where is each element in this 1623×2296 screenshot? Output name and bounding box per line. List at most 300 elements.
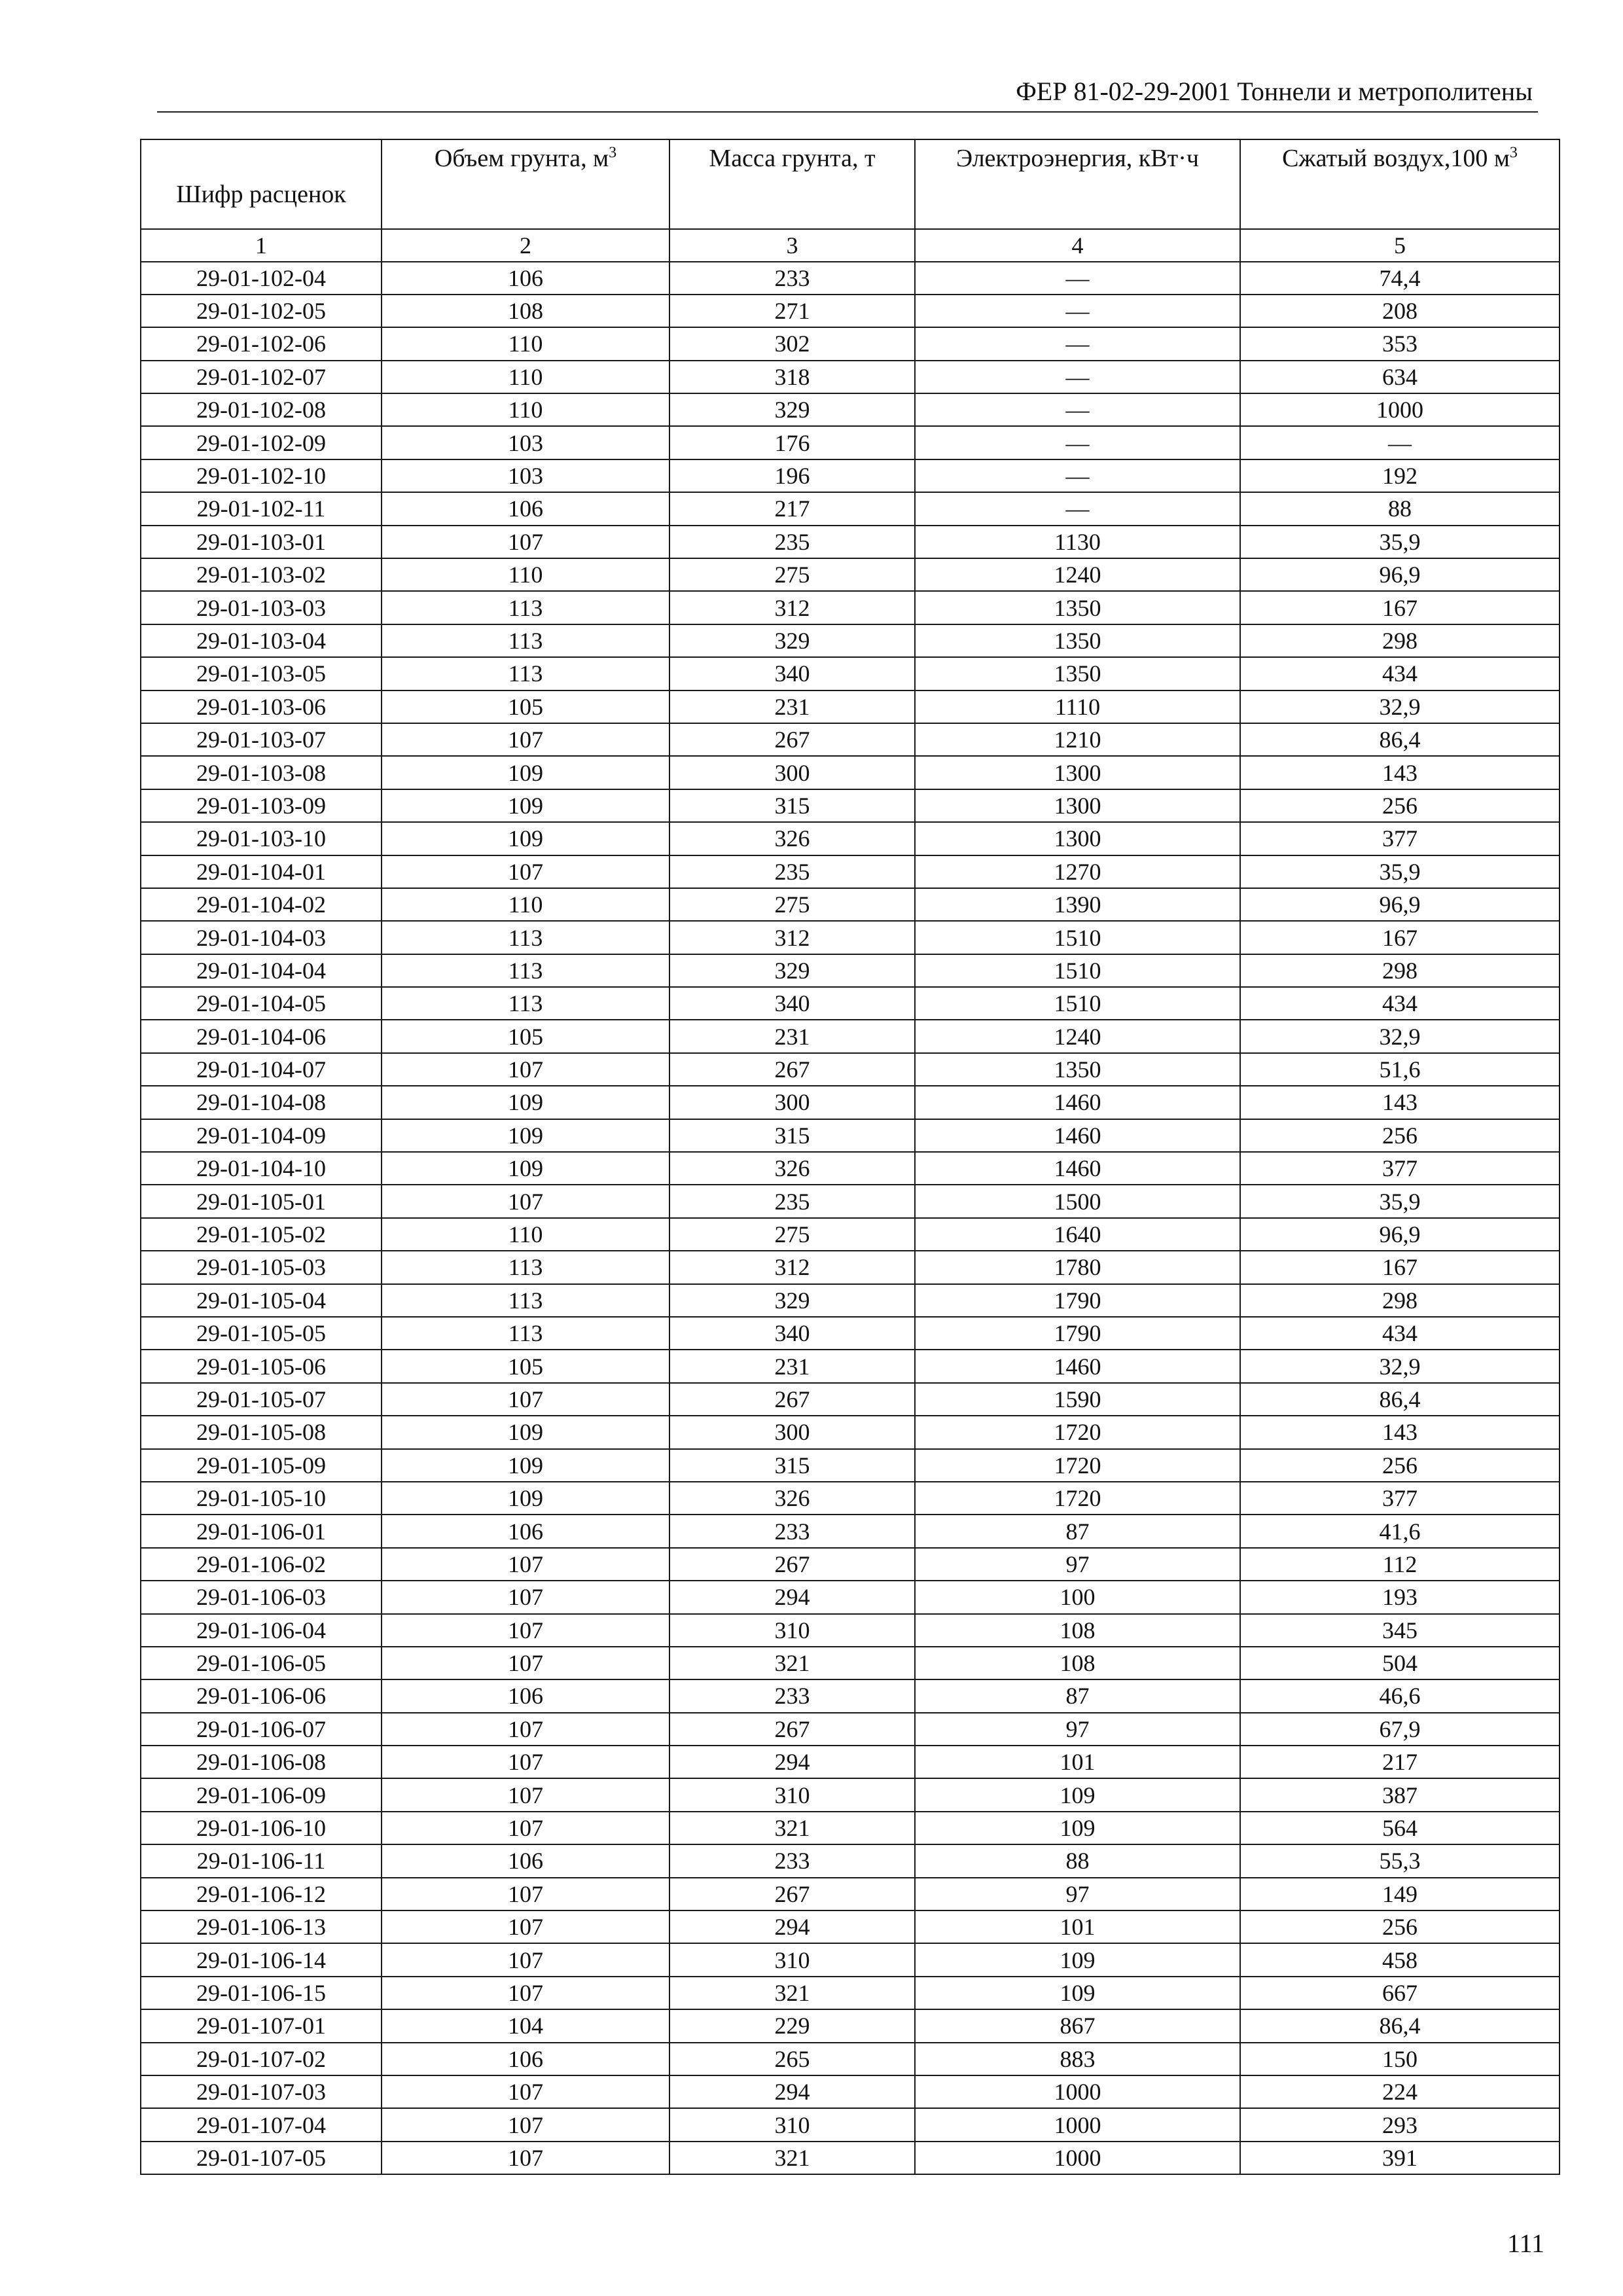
rate-code-cell: 29-01-102-08 (141, 393, 382, 426)
electricity-cell: 867 (915, 2009, 1240, 2042)
compressed-air-cell: 298 (1240, 954, 1560, 987)
rate-code-cell: 29-01-104-02 (141, 888, 382, 921)
rate-code-cell: 29-01-103-04 (141, 624, 382, 657)
compressed-air-cell: 32,9 (1240, 691, 1560, 723)
rate-code-cell: 29-01-105-10 (141, 1482, 382, 1515)
electricity-cell: 109 (915, 1943, 1240, 1976)
rate-code-cell: 29-01-104-04 (141, 954, 382, 987)
electricity-cell: 88 (915, 1844, 1240, 1877)
column-header-soil-volume: Объем грунта, $м^3$ (382, 139, 669, 229)
rate-code-cell: 29-01-107-01 (141, 2009, 382, 2042)
soil-mass-cell: 235 (669, 1185, 915, 1217)
soil-volume-cell: 106 (382, 2043, 669, 2075)
soil-mass-cell: 267 (669, 1053, 915, 1086)
table-row (141, 1515, 1560, 1547)
soil-volume-cell: 107 (382, 1943, 669, 1976)
soil-volume-cell: 105 (382, 691, 669, 723)
electricity-cell: 1000 (915, 2075, 1240, 2108)
compressed-air-cell: 88 (1240, 492, 1560, 525)
soil-volume-cell: 109 (382, 1152, 669, 1185)
table-row (141, 295, 1560, 327)
soil-mass-cell: 294 (669, 2075, 915, 2108)
rate-code-cell: 29-01-103-03 (141, 591, 382, 624)
rate-code-cell: 29-01-103-09 (141, 789, 382, 822)
electricity-cell: — (915, 262, 1240, 295)
table-row (141, 591, 1560, 624)
table-row (141, 1778, 1560, 1811)
soil-mass-cell: 340 (669, 987, 915, 1020)
column-number: 2 (382, 229, 669, 262)
electricity-cell: — (915, 295, 1240, 327)
rate-code-cell: 29-01-102-09 (141, 426, 382, 459)
soil-mass-cell: 321 (669, 1812, 915, 1844)
soil-mass-cell: 315 (669, 1449, 915, 1482)
soil-volume-cell: 107 (382, 1713, 669, 1746)
compressed-air-cell: 86,4 (1240, 2009, 1560, 2042)
soil-volume-cell: 107 (382, 1910, 669, 1943)
rate-code-cell: 29-01-106-05 (141, 1647, 382, 1679)
column-number: 4 (915, 229, 1240, 262)
electricity-cell: 1460 (915, 1119, 1240, 1152)
electricity-cell: 1270 (915, 855, 1240, 888)
soil-mass-cell: 302 (669, 327, 915, 360)
soil-volume-cell: 107 (382, 1778, 669, 1811)
table-row (141, 1977, 1560, 2009)
compressed-air-cell: 224 (1240, 2075, 1560, 2108)
soil-volume-cell: 109 (382, 1449, 669, 1482)
electricity-cell: 1350 (915, 1053, 1240, 1086)
compressed-air-cell: 391 (1240, 2142, 1560, 2174)
column-number: 1 (141, 229, 382, 262)
table-row (141, 1383, 1560, 1416)
soil-volume-cell: 107 (382, 1383, 669, 1416)
compressed-air-cell: 298 (1240, 624, 1560, 657)
soil-mass-cell: 312 (669, 591, 915, 624)
soil-volume-cell: 109 (382, 1416, 669, 1448)
soil-mass-cell: 294 (669, 1581, 915, 1613)
compressed-air-cell: 167 (1240, 591, 1560, 624)
rate-code-cell: 29-01-105-05 (141, 1317, 382, 1350)
rate-code-cell: 29-01-105-03 (141, 1251, 382, 1283)
electricity-cell: 87 (915, 1515, 1240, 1547)
soil-mass-cell: 235 (669, 526, 915, 558)
compressed-air-cell: 41,6 (1240, 1515, 1560, 1547)
electricity-cell: — (915, 327, 1240, 360)
soil-volume-cell: 113 (382, 591, 669, 624)
rate-code-cell: 29-01-107-04 (141, 2108, 382, 2141)
compressed-air-cell: 458 (1240, 1943, 1560, 1976)
compressed-air-cell: 377 (1240, 1482, 1560, 1515)
compressed-air-cell: 74,4 (1240, 262, 1560, 295)
rate-code-cell: 29-01-106-10 (141, 1812, 382, 1844)
rate-code-cell: 29-01-104-09 (141, 1119, 382, 1152)
soil-volume-cell: 113 (382, 954, 669, 987)
table-row (141, 1581, 1560, 1613)
electricity-cell: 1790 (915, 1284, 1240, 1317)
soil-volume-cell: 107 (382, 855, 669, 888)
compressed-air-cell: 293 (1240, 2108, 1560, 2141)
soil-mass-cell: 196 (669, 459, 915, 492)
table-row (141, 1878, 1560, 1910)
soil-mass-cell: 321 (669, 2142, 915, 2174)
page-number: 111 (1507, 2229, 1544, 2258)
rate-code-cell: 29-01-106-09 (141, 1778, 382, 1811)
soil-volume-cell: 110 (382, 558, 669, 591)
soil-mass-cell: 231 (669, 691, 915, 723)
soil-mass-cell: 233 (669, 1515, 915, 1547)
compressed-air-cell: 434 (1240, 1317, 1560, 1350)
table-row (141, 987, 1560, 1020)
table-row (141, 393, 1560, 426)
soil-mass-cell: 310 (669, 1614, 915, 1647)
soil-volume-cell: 113 (382, 1317, 669, 1350)
soil-mass-cell: 310 (669, 2108, 915, 2141)
soil-volume-cell: 104 (382, 2009, 669, 2042)
rate-code-cell: 29-01-105-08 (141, 1416, 382, 1448)
compressed-air-cell: 256 (1240, 1449, 1560, 1482)
table-row (141, 526, 1560, 558)
soil-volume-cell: 106 (382, 1844, 669, 1877)
soil-volume-cell: 107 (382, 723, 669, 756)
table-row (141, 1647, 1560, 1679)
rate-code-cell: 29-01-105-07 (141, 1383, 382, 1416)
soil-volume-cell: 107 (382, 1548, 669, 1581)
soil-mass-cell: 265 (669, 2043, 915, 2075)
rate-code-cell: 29-01-106-01 (141, 1515, 382, 1547)
soil-mass-cell: 300 (669, 1086, 915, 1119)
compressed-air-cell: 149 (1240, 1878, 1560, 1910)
compressed-air-cell: 35,9 (1240, 855, 1560, 888)
column-number-row (141, 229, 1560, 262)
rate-code-cell: 29-01-105-09 (141, 1449, 382, 1482)
rate-code-cell: 29-01-106-08 (141, 1746, 382, 1778)
soil-volume-cell: 107 (382, 2142, 669, 2174)
table-row (141, 1020, 1560, 1052)
table-row (141, 723, 1560, 756)
electricity-cell: 1350 (915, 591, 1240, 624)
compressed-air-cell: 377 (1240, 1152, 1560, 1185)
compressed-air-cell: 345 (1240, 1614, 1560, 1647)
electricity-cell: 1500 (915, 1185, 1240, 1217)
table-row (141, 657, 1560, 690)
table-row (141, 756, 1560, 789)
table-row (141, 954, 1560, 987)
electricity-cell: 1790 (915, 1317, 1240, 1350)
soil-volume-cell: 105 (382, 1020, 669, 1052)
compressed-air-cell: 504 (1240, 1647, 1560, 1679)
rate-code-cell: 29-01-103-08 (141, 756, 382, 789)
table-row (141, 1713, 1560, 1746)
soil-mass-cell: 217 (669, 492, 915, 525)
table-row (141, 1218, 1560, 1251)
compressed-air-cell: 564 (1240, 1812, 1560, 1844)
soil-volume-cell: 113 (382, 1251, 669, 1283)
soil-volume-cell: 106 (382, 262, 669, 295)
electricity-cell: 109 (915, 1812, 1240, 1844)
compressed-air-cell: — (1240, 426, 1560, 459)
compressed-air-cell: 32,9 (1240, 1020, 1560, 1052)
table-row (141, 1086, 1560, 1119)
rate-code-cell: 29-01-102-07 (141, 361, 382, 393)
soil-mass-cell: 233 (669, 1844, 915, 1877)
electricity-cell: 1640 (915, 1218, 1240, 1251)
soil-volume-cell: 110 (382, 888, 669, 921)
soil-mass-cell: 315 (669, 789, 915, 822)
soil-mass-cell: 321 (669, 1647, 915, 1679)
soil-volume-cell: 109 (382, 756, 669, 789)
electricity-cell: — (915, 393, 1240, 426)
soil-mass-cell: 340 (669, 1317, 915, 1350)
rate-code-cell: 29-01-104-05 (141, 987, 382, 1020)
electricity-cell: 1000 (915, 2108, 1240, 2141)
electricity-cell: 1780 (915, 1251, 1240, 1283)
table-row (141, 1119, 1560, 1152)
electricity-cell: 1240 (915, 1020, 1240, 1052)
compressed-air-cell: 217 (1240, 1746, 1560, 1778)
soil-mass-cell: 300 (669, 756, 915, 789)
electricity-cell: 109 (915, 1778, 1240, 1811)
column-number: 3 (669, 229, 915, 262)
rate-code-cell: 29-01-106-12 (141, 1878, 382, 1910)
soil-mass-cell: 233 (669, 262, 915, 295)
compressed-air-cell: 377 (1240, 822, 1560, 855)
rate-code-cell: 29-01-103-06 (141, 691, 382, 723)
compressed-air-cell: 46,6 (1240, 1679, 1560, 1712)
table-row (141, 1152, 1560, 1185)
compressed-air-cell: 86,4 (1240, 723, 1560, 756)
table-header-row (141, 139, 1560, 229)
table-row (141, 1185, 1560, 1217)
table-row (141, 1284, 1560, 1317)
electricity-cell: 97 (915, 1713, 1240, 1746)
table-row (141, 1943, 1560, 1976)
electricity-cell: 1460 (915, 1086, 1240, 1119)
electricity-cell: — (915, 361, 1240, 393)
compressed-air-cell: 256 (1240, 1910, 1560, 1943)
soil-volume-cell: 110 (382, 327, 669, 360)
compressed-air-cell: 193 (1240, 1581, 1560, 1613)
compressed-air-cell: 35,9 (1240, 1185, 1560, 1217)
compressed-air-cell: 387 (1240, 1778, 1560, 1811)
running-header (157, 71, 1538, 113)
soil-mass-cell: 326 (669, 1152, 915, 1185)
soil-mass-cell: 310 (669, 1943, 915, 1976)
soil-volume-cell: 113 (382, 921, 669, 954)
rate-code-cell: 29-01-106-06 (141, 1679, 382, 1712)
soil-volume-cell: 105 (382, 1350, 669, 1382)
compressed-air-cell: 192 (1240, 459, 1560, 492)
compressed-air-cell: 434 (1240, 657, 1560, 690)
rate-code-cell: 29-01-104-01 (141, 855, 382, 888)
compressed-air-cell: 167 (1240, 921, 1560, 954)
table-row (141, 327, 1560, 360)
compressed-air-cell: 143 (1240, 1086, 1560, 1119)
soil-volume-cell: 108 (382, 295, 669, 327)
soil-mass-cell: 231 (669, 1350, 915, 1382)
rate-code-cell: 29-01-106-14 (141, 1943, 382, 1976)
rate-code-cell: 29-01-106-03 (141, 1581, 382, 1613)
soil-mass-cell: 267 (669, 1713, 915, 1746)
soil-mass-cell: 275 (669, 558, 915, 591)
electricity-cell: — (915, 426, 1240, 459)
table-row (141, 2108, 1560, 2141)
table-row (141, 789, 1560, 822)
electricity-cell: 1460 (915, 1350, 1240, 1382)
compressed-air-cell: 96,9 (1240, 1218, 1560, 1251)
soil-mass-cell: 294 (669, 1746, 915, 1778)
electricity-cell: 87 (915, 1679, 1240, 1712)
table-row (141, 624, 1560, 657)
soil-mass-cell: 267 (669, 1878, 915, 1910)
rate-code-cell: 29-01-106-13 (141, 1910, 382, 1943)
soil-mass-cell: 231 (669, 1020, 915, 1052)
soil-volume-cell: 107 (382, 2075, 669, 2108)
compressed-air-cell: 143 (1240, 1416, 1560, 1448)
soil-volume-cell: 106 (382, 492, 669, 525)
table-row (141, 361, 1560, 393)
soil-volume-cell: 107 (382, 526, 669, 558)
electricity-cell: 1350 (915, 624, 1240, 657)
soil-mass-cell: 275 (669, 888, 915, 921)
soil-volume-cell: 113 (382, 1284, 669, 1317)
electricity-cell: 1130 (915, 526, 1240, 558)
table-row (141, 1350, 1560, 1382)
electricity-cell: 97 (915, 1548, 1240, 1581)
soil-volume-cell: 110 (382, 1218, 669, 1251)
column-header-electricity: Электроэнергия, кВт·ч (915, 139, 1240, 229)
compressed-air-cell: 167 (1240, 1251, 1560, 1283)
soil-mass-cell: 321 (669, 1977, 915, 2009)
electricity-cell: 108 (915, 1647, 1240, 1679)
soil-volume-cell: 109 (382, 1086, 669, 1119)
soil-volume-cell: 106 (382, 1515, 669, 1547)
compressed-air-cell: 1000 (1240, 393, 1560, 426)
electricity-cell: 1240 (915, 558, 1240, 591)
table-row (141, 1449, 1560, 1482)
soil-mass-cell: 310 (669, 1778, 915, 1811)
compressed-air-cell: 634 (1240, 361, 1560, 393)
soil-mass-cell: 300 (669, 1416, 915, 1448)
soil-volume-cell: 109 (382, 1119, 669, 1152)
compressed-air-cell: 32,9 (1240, 1350, 1560, 1382)
electricity-cell: 1510 (915, 987, 1240, 1020)
table-row (141, 558, 1560, 591)
soil-volume-cell: 107 (382, 1614, 669, 1647)
table-row (141, 2142, 1560, 2174)
table-row (141, 2075, 1560, 2108)
soil-mass-cell: 271 (669, 295, 915, 327)
table-row (141, 1251, 1560, 1283)
rate-code-cell: 29-01-103-07 (141, 723, 382, 756)
soil-mass-cell: 294 (669, 1910, 915, 1943)
compressed-air-cell: 112 (1240, 1548, 1560, 1581)
soil-mass-cell: 229 (669, 2009, 915, 2042)
soil-mass-cell: 235 (669, 855, 915, 888)
rate-code-cell: 29-01-102-11 (141, 492, 382, 525)
soil-volume-cell: 107 (382, 1185, 669, 1217)
electricity-cell: 101 (915, 1910, 1240, 1943)
compressed-air-cell: 434 (1240, 987, 1560, 1020)
column-header-rate-code: Шифр расценок (141, 139, 382, 229)
compressed-air-cell: 208 (1240, 295, 1560, 327)
rate-code-cell: 29-01-102-04 (141, 262, 382, 295)
soil-mass-cell: 326 (669, 822, 915, 855)
soil-mass-cell: 233 (669, 1679, 915, 1712)
electricity-cell: — (915, 459, 1240, 492)
soil-volume-cell: 107 (382, 1581, 669, 1613)
rate-code-cell: 29-01-107-05 (141, 2142, 382, 2174)
soil-mass-cell: 329 (669, 393, 915, 426)
table-row (141, 262, 1560, 295)
table-row (141, 1679, 1560, 1712)
table-row (141, 1812, 1560, 1844)
compressed-air-cell: 256 (1240, 789, 1560, 822)
compressed-air-cell: 35,9 (1240, 526, 1560, 558)
electricity-cell: 1590 (915, 1383, 1240, 1416)
rate-code-cell: 29-01-103-02 (141, 558, 382, 591)
soil-volume-cell: 113 (382, 624, 669, 657)
electricity-cell: 1110 (915, 691, 1240, 723)
rate-code-cell: 29-01-105-06 (141, 1350, 382, 1382)
soil-mass-cell: 312 (669, 1251, 915, 1283)
table-row (141, 1053, 1560, 1086)
column-header-compressed-air: Сжатый воздух,100 $м^3$ (1240, 139, 1560, 229)
soil-mass-cell: 312 (669, 921, 915, 954)
table-row (141, 855, 1560, 888)
electricity-cell: 1720 (915, 1416, 1240, 1448)
electricity-cell: 1300 (915, 789, 1240, 822)
soil-volume-cell: 107 (382, 1812, 669, 1844)
soil-volume-cell: 107 (382, 1053, 669, 1086)
rate-code-cell: 29-01-103-10 (141, 822, 382, 855)
table-row (141, 1910, 1560, 1943)
soil-mass-cell: 329 (669, 1284, 915, 1317)
soil-volume-cell: 113 (382, 987, 669, 1020)
table-row (141, 1746, 1560, 1778)
electricity-cell: 1350 (915, 657, 1240, 690)
soil-volume-cell: 110 (382, 361, 669, 393)
table-row (141, 492, 1560, 525)
soil-volume-cell: 103 (382, 459, 669, 492)
soil-mass-cell: 275 (669, 1218, 915, 1251)
compressed-air-cell: 150 (1240, 2043, 1560, 2075)
soil-mass-cell: 267 (669, 1548, 915, 1581)
compressed-air-cell: 51,6 (1240, 1053, 1560, 1086)
soil-mass-cell: 318 (669, 361, 915, 393)
compressed-air-cell: 353 (1240, 327, 1560, 360)
electricity-cell: 883 (915, 2043, 1240, 2075)
soil-volume-cell: 107 (382, 1746, 669, 1778)
rate-code-cell: 29-01-106-04 (141, 1614, 382, 1647)
rate-code-cell: 29-01-103-01 (141, 526, 382, 558)
resource-norms-table (140, 139, 1560, 2175)
soil-volume-cell: 107 (382, 1647, 669, 1679)
soil-mass-cell: 315 (669, 1119, 915, 1152)
rate-code-cell: 29-01-106-11 (141, 1844, 382, 1877)
compressed-air-cell: 667 (1240, 1977, 1560, 2009)
soil-mass-cell: 267 (669, 1383, 915, 1416)
soil-volume-cell: 109 (382, 1482, 669, 1515)
electricity-cell: 100 (915, 1581, 1240, 1613)
rate-code-cell: 29-01-105-01 (141, 1185, 382, 1217)
soil-volume-cell: 107 (382, 1977, 669, 2009)
rate-code-cell: 29-01-106-15 (141, 1977, 382, 2009)
soil-mass-cell: 326 (669, 1482, 915, 1515)
compressed-air-cell: 55,3 (1240, 1844, 1560, 1877)
soil-volume-cell: 109 (382, 822, 669, 855)
rate-code-cell: 29-01-106-07 (141, 1713, 382, 1746)
table-row (141, 2043, 1560, 2075)
